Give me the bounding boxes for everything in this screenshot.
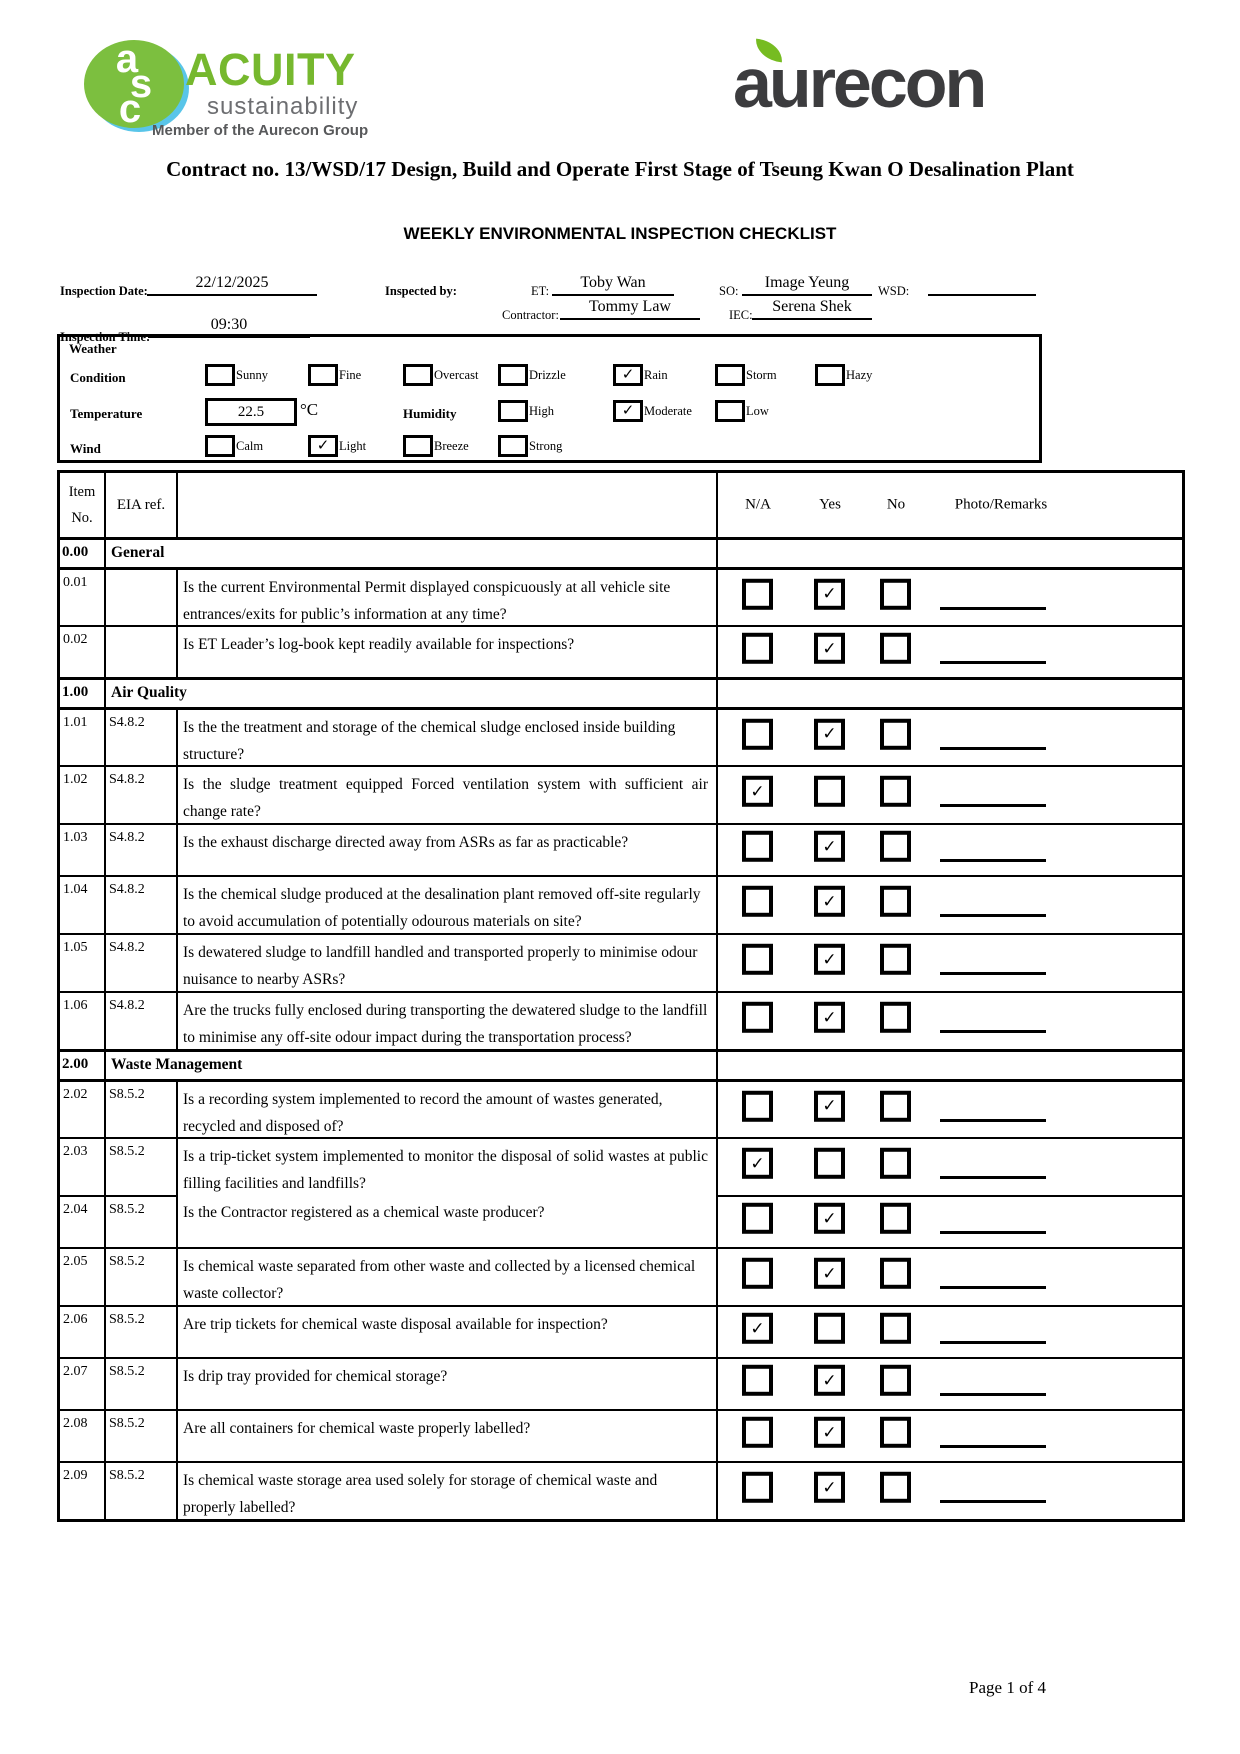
checklist-row-1.00 bbox=[60, 677, 1182, 707]
checklist-row-2.04 bbox=[60, 1195, 1182, 1247]
weather-checkbox-low[interactable] bbox=[715, 400, 745, 422]
checklist-row-2.09 bbox=[60, 1461, 1182, 1519]
temperature-value-box[interactable]: 22.5 bbox=[205, 398, 297, 426]
checkbox-na[interactable] bbox=[742, 944, 773, 975]
acuity-logo bbox=[78, 38, 418, 148]
row-answers bbox=[716, 1247, 1182, 1305]
checkbox-na[interactable] bbox=[742, 1258, 773, 1289]
row-item-no: 1.05 bbox=[60, 933, 104, 991]
weather-checkbox-high[interactable] bbox=[498, 400, 528, 422]
weather-option-label: Strong bbox=[529, 438, 563, 453]
weather-section-label: Weather bbox=[69, 341, 117, 356]
weather-option-overcast bbox=[403, 364, 478, 386]
weather-option-sunny bbox=[205, 364, 268, 386]
remarks-line[interactable] bbox=[940, 607, 1046, 610]
weather-condition-row bbox=[60, 364, 1039, 394]
checkbox-na[interactable] bbox=[742, 831, 773, 862]
row-item-no: 2.02 bbox=[60, 1079, 104, 1137]
weather-temperature-humidity-row bbox=[60, 400, 1039, 430]
acuity-monogram-letter: c bbox=[118, 86, 142, 131]
row-item-no: 2.00 bbox=[60, 1049, 104, 1079]
checkbox-no[interactable] bbox=[880, 1472, 911, 1503]
remarks-line[interactable] bbox=[940, 747, 1046, 750]
so-label: SO: bbox=[719, 284, 739, 298]
page-title: WEEKLY ENVIRONMENTAL INSPECTION CHECKLIST bbox=[403, 224, 837, 243]
checklist-row-1.03 bbox=[60, 823, 1182, 875]
acuity-subtitle: sustainability bbox=[207, 93, 359, 120]
weather-checkbox-rain[interactable]: ✓ bbox=[613, 364, 643, 386]
checkbox-na[interactable]: ✓ bbox=[742, 1148, 773, 1179]
row-question-text: Is the the treatment and storage of the chemical sludge enclosed inside building structure? bbox=[176, 707, 716, 765]
checkbox-yes[interactable]: ✓ bbox=[814, 1258, 845, 1289]
condition-label: Condition bbox=[70, 370, 126, 385]
weather-option-label: Low bbox=[746, 403, 769, 418]
row-answers bbox=[716, 765, 1182, 823]
checkbox-no[interactable] bbox=[880, 1365, 911, 1396]
inspection-date-field[interactable]: 22/12/2025 bbox=[147, 274, 317, 296]
checkbox-yes[interactable]: ✓ bbox=[814, 886, 845, 917]
row-question-text: Is the Contractor registered as a chemical waste producer? bbox=[176, 1195, 716, 1247]
checklist-row-0.00 bbox=[60, 537, 1182, 567]
row-item-no: 1.00 bbox=[60, 677, 104, 707]
row-question-text: Is a trip-ticket system implemented to monitor the disposal of solid wastes at public filling facilities and landfills? bbox=[176, 1137, 716, 1195]
weather-wind-row bbox=[60, 435, 1039, 465]
row-answers bbox=[716, 1195, 1182, 1247]
row-item-no: 2.09 bbox=[60, 1461, 104, 1519]
row-item-no: 1.02 bbox=[60, 765, 104, 823]
checklist-row-2.03 bbox=[60, 1137, 1182, 1195]
acuity-logo-mark-icon bbox=[84, 36, 184, 131]
aurecon-wordmark: aurecon bbox=[733, 44, 985, 122]
row-answers bbox=[716, 625, 1182, 677]
row-answers bbox=[716, 1461, 1182, 1519]
row-item-no: 2.06 bbox=[60, 1305, 104, 1357]
row-eia-ref: S4.8.2 bbox=[104, 765, 176, 823]
row-question-text: Are all containers for chemical waste properly labelled? bbox=[176, 1409, 716, 1461]
weather-option-label: Fine bbox=[339, 367, 362, 382]
section-title: General bbox=[104, 537, 716, 567]
checkbox-yes[interactable]: ✓ bbox=[814, 1365, 845, 1396]
wind-label: Wind bbox=[70, 441, 101, 456]
weather-option-label: Drizzle bbox=[529, 367, 566, 382]
inspected-by-label: Inspected by: bbox=[385, 284, 457, 298]
checkbox-na[interactable] bbox=[742, 578, 773, 609]
weather-option-high bbox=[498, 400, 554, 422]
row-eia-ref: S8.5.2 bbox=[104, 1357, 176, 1409]
checkbox-yes[interactable]: ✓ bbox=[814, 1417, 845, 1448]
weather-option-label: Storm bbox=[746, 367, 777, 382]
checkbox-yes[interactable]: ✓ bbox=[814, 944, 845, 975]
row-answers bbox=[716, 933, 1182, 991]
row-question-text: Is the exhaust discharge directed away from ASRs as far as practicable? bbox=[176, 823, 716, 875]
contractor-field[interactable]: Tommy Law bbox=[560, 298, 700, 320]
row-answers bbox=[716, 823, 1182, 875]
weather-option-label: Breeze bbox=[434, 438, 469, 453]
weather-option-fine bbox=[308, 364, 361, 386]
checkbox-yes[interactable]: ✓ bbox=[814, 831, 845, 862]
weather-checkbox-storm[interactable] bbox=[715, 364, 745, 386]
row-eia-ref bbox=[104, 625, 176, 677]
checkbox-no[interactable] bbox=[880, 578, 911, 609]
row-item-no: 1.03 bbox=[60, 823, 104, 875]
weather-checkbox-light[interactable]: ✓ bbox=[308, 435, 338, 457]
remarks-line[interactable] bbox=[940, 1119, 1046, 1122]
remarks-line[interactable] bbox=[940, 914, 1046, 917]
row-item-no: 1.06 bbox=[60, 991, 104, 1049]
checkbox-no[interactable] bbox=[880, 886, 911, 917]
checkbox-na[interactable] bbox=[742, 1365, 773, 1396]
checklist-header-row bbox=[60, 473, 1182, 537]
remarks-line[interactable] bbox=[940, 1341, 1046, 1344]
checklist-row-2.06 bbox=[60, 1305, 1182, 1357]
header-no: No bbox=[886, 496, 906, 513]
aurecon-logo bbox=[733, 40, 1053, 130]
row-eia-ref bbox=[104, 567, 176, 625]
row-item-no: 2.07 bbox=[60, 1357, 104, 1409]
humidity-label: Humidity bbox=[403, 406, 457, 421]
row-eia-ref: S8.5.2 bbox=[104, 1195, 176, 1247]
checklist-row-2.08 bbox=[60, 1409, 1182, 1461]
checkbox-no[interactable] bbox=[880, 1002, 911, 1033]
checkbox-na[interactable]: ✓ bbox=[742, 776, 773, 807]
checkbox-yes[interactable]: ✓ bbox=[814, 578, 845, 609]
row-eia-ref: S8.5.2 bbox=[104, 1079, 176, 1137]
et-field[interactable]: Toby Wan bbox=[552, 274, 674, 296]
checkbox-yes[interactable]: ✓ bbox=[814, 1002, 845, 1033]
contract-line: Contract no. 13/WSD/17 Design, Build and Operate First Stage of Tseung Kwan O Desalination Plant bbox=[166, 157, 1074, 181]
row-item-no: 0.00 bbox=[60, 537, 104, 567]
temperature-unit: °C bbox=[300, 400, 319, 419]
checklist-row-2.00 bbox=[60, 1049, 1182, 1079]
contractor-label: Contractor: bbox=[502, 308, 559, 322]
section-title: Air Quality bbox=[104, 677, 716, 707]
checkbox-yes[interactable] bbox=[814, 1313, 845, 1344]
checkbox-no[interactable] bbox=[880, 944, 911, 975]
weather-checkbox-sunny[interactable] bbox=[205, 364, 235, 386]
weather-option-label: Light bbox=[339, 438, 367, 453]
remarks-line[interactable] bbox=[940, 1286, 1046, 1289]
remarks-line[interactable] bbox=[940, 661, 1046, 664]
row-answers bbox=[716, 567, 1182, 625]
acuity-monogram-letter: a bbox=[115, 36, 139, 81]
weather-option-drizzle bbox=[498, 364, 566, 386]
remarks-line[interactable] bbox=[940, 1393, 1046, 1396]
section-answers-area bbox=[716, 1049, 1182, 1079]
row-eia-ref: S8.5.2 bbox=[104, 1137, 176, 1195]
section-answers-area bbox=[716, 677, 1182, 707]
row-item-no: 1.04 bbox=[60, 875, 104, 933]
row-item-no: 0.02 bbox=[60, 625, 104, 677]
weather-section bbox=[57, 334, 1042, 463]
weather-checkbox-strong[interactable] bbox=[498, 435, 528, 457]
row-eia-ref: S4.8.2 bbox=[104, 875, 176, 933]
checkbox-no[interactable] bbox=[880, 776, 911, 807]
weather-option-rain bbox=[613, 364, 668, 386]
row-answers bbox=[716, 1137, 1182, 1195]
row-question-text: Is chemical waste separated from other waste and collected by a licensed chemical waste collector? bbox=[176, 1247, 716, 1305]
checkbox-no[interactable] bbox=[880, 831, 911, 862]
weather-option-label: Hazy bbox=[846, 367, 873, 382]
et-label: ET: bbox=[531, 284, 550, 298]
checkbox-na[interactable] bbox=[742, 633, 773, 664]
row-eia-ref: S8.5.2 bbox=[104, 1305, 176, 1357]
iec-label: IEC: bbox=[729, 308, 753, 322]
checklist-row-1.01 bbox=[60, 707, 1182, 765]
header-photo-remarks: Photo/Remarks bbox=[954, 496, 1048, 513]
row-answers bbox=[716, 1305, 1182, 1357]
row-question-text: Is ET Leader’s log-book kept readily available for inspections? bbox=[176, 625, 716, 677]
checkbox-na[interactable] bbox=[742, 1002, 773, 1033]
checkbox-na[interactable] bbox=[742, 1417, 773, 1448]
row-answers bbox=[716, 707, 1182, 765]
row-eia-ref: S4.8.2 bbox=[104, 707, 176, 765]
weather-option-label: Moderate bbox=[644, 403, 692, 418]
weather-option-label: Calm bbox=[236, 438, 264, 453]
weather-checkbox-hazy[interactable] bbox=[815, 364, 845, 386]
remarks-line[interactable] bbox=[940, 859, 1046, 862]
row-question-text: Is dewatered sludge to landfill handled and transported properly to minimise odour nuisance to nearby ASRs? bbox=[176, 933, 716, 991]
checkbox-no[interactable] bbox=[880, 1148, 911, 1179]
acuity-monogram-letter: s bbox=[129, 61, 153, 106]
checklist-row-2.02 bbox=[60, 1079, 1182, 1137]
header-eia-ref: EIA ref. bbox=[104, 473, 176, 537]
iec-field[interactable]: Serena Shek bbox=[752, 298, 872, 320]
remarks-line[interactable] bbox=[940, 1500, 1046, 1503]
checkbox-yes[interactable] bbox=[814, 776, 845, 807]
checkbox-yes[interactable] bbox=[814, 1148, 845, 1179]
checkbox-na[interactable] bbox=[742, 1090, 773, 1121]
weather-option-strong bbox=[498, 435, 562, 457]
row-item-no: 0.01 bbox=[60, 567, 104, 625]
header-description bbox=[176, 473, 716, 537]
inspection-info bbox=[0, 270, 1240, 342]
checklist-row-2.05 bbox=[60, 1247, 1182, 1305]
checkbox-yes[interactable]: ✓ bbox=[814, 633, 845, 664]
row-question-text: Is the sludge treatment equipped Forced ventilation system with sufficient air change rate? bbox=[176, 765, 716, 823]
row-answers bbox=[716, 1357, 1182, 1409]
row-question-text: Is chemical waste storage area used solely for storage of chemical waste and properly labelled? bbox=[176, 1461, 716, 1519]
section-title: Waste Management bbox=[104, 1049, 716, 1079]
row-eia-ref: S4.8.2 bbox=[104, 991, 176, 1049]
checkbox-na[interactable] bbox=[742, 886, 773, 917]
row-answers bbox=[716, 1409, 1182, 1461]
checkbox-yes[interactable]: ✓ bbox=[814, 1203, 845, 1234]
checklist-row-0.01 bbox=[60, 567, 1182, 625]
weather-checkbox-drizzle[interactable] bbox=[498, 364, 528, 386]
checkbox-no[interactable] bbox=[880, 1090, 911, 1121]
row-item-no: 2.04 bbox=[60, 1195, 104, 1247]
checkbox-no[interactable] bbox=[880, 718, 911, 749]
checkbox-no[interactable] bbox=[880, 1258, 911, 1289]
checkbox-no[interactable] bbox=[880, 633, 911, 664]
row-answers bbox=[716, 1079, 1182, 1137]
header-na: N/A bbox=[745, 496, 771, 513]
checklist-row-1.02 bbox=[60, 765, 1182, 823]
weather-option-low bbox=[715, 400, 769, 422]
weather-checkbox-fine[interactable] bbox=[308, 364, 338, 386]
weather-option-hazy bbox=[815, 364, 872, 386]
row-question-text: Is the current Environmental Permit displayed conspicuously at all vehicle site entrances/exits for public’s information at any time? bbox=[176, 567, 716, 625]
remarks-line[interactable] bbox=[940, 1176, 1046, 1179]
row-eia-ref: S8.5.2 bbox=[104, 1461, 176, 1519]
header-answers bbox=[716, 473, 1182, 537]
row-question-text: Are the trucks fully enclosed during transporting the dewatered sludge to the landfill to minimise any off-site odour impact during the transportation process? bbox=[176, 991, 716, 1049]
checkbox-na[interactable] bbox=[742, 718, 773, 749]
checkbox-yes[interactable]: ✓ bbox=[814, 1090, 845, 1121]
acuity-wordmark: ACUITY bbox=[185, 44, 356, 95]
weather-checkbox-overcast[interactable] bbox=[403, 364, 433, 386]
weather-option-light bbox=[308, 435, 366, 457]
row-question-text: Are trip tickets for chemical waste disposal available for inspection? bbox=[176, 1305, 716, 1357]
row-item-no: 2.08 bbox=[60, 1409, 104, 1461]
checkbox-no[interactable] bbox=[880, 1203, 911, 1234]
checklist-row-0.02 bbox=[60, 625, 1182, 677]
checkbox-na[interactable] bbox=[742, 1472, 773, 1503]
row-answers bbox=[716, 991, 1182, 1049]
remarks-line[interactable] bbox=[940, 1231, 1046, 1234]
checkbox-na[interactable] bbox=[742, 1203, 773, 1234]
checklist-table bbox=[57, 470, 1185, 1522]
temperature-label: Temperature bbox=[70, 406, 143, 421]
inspection-time-field[interactable]: 09:30 bbox=[148, 316, 310, 338]
weather-option-storm bbox=[715, 364, 777, 386]
weather-option-label: Sunny bbox=[236, 367, 268, 382]
row-item-no: 2.05 bbox=[60, 1247, 104, 1305]
weather-option-moderate bbox=[613, 400, 692, 422]
weather-checkbox-calm[interactable] bbox=[205, 435, 235, 457]
checkbox-yes[interactable]: ✓ bbox=[814, 718, 845, 749]
row-item-no: 2.03 bbox=[60, 1137, 104, 1195]
checklist-row-2.07 bbox=[60, 1357, 1182, 1409]
checkbox-na[interactable]: ✓ bbox=[742, 1313, 773, 1344]
row-eia-ref: S4.8.2 bbox=[104, 933, 176, 991]
row-eia-ref: S8.5.2 bbox=[104, 1247, 176, 1305]
wsd-label: WSD: bbox=[878, 284, 910, 298]
header-yes: Yes bbox=[819, 496, 841, 513]
page-number: Page 1 of 4 bbox=[969, 1678, 1046, 1697]
row-question-text: Is a recording system implemented to record the amount of wastes generated, recycled and disposed of? bbox=[176, 1079, 716, 1137]
checklist-row-1.05 bbox=[60, 933, 1182, 991]
row-question-text: Is the chemical sludge produced at the desalination plant removed off-site regularly to avoid accumulation of potentially odourous materials on site? bbox=[176, 875, 716, 933]
weather-option-label: Overcast bbox=[434, 367, 479, 382]
checkbox-yes[interactable]: ✓ bbox=[814, 1472, 845, 1503]
weather-option-breeze bbox=[403, 435, 469, 457]
so-field[interactable]: Image Yeung bbox=[742, 274, 872, 296]
acuity-tagline: Member of the Aurecon Group bbox=[152, 122, 369, 139]
remarks-line[interactable] bbox=[940, 972, 1046, 975]
weather-checkbox-breeze[interactable] bbox=[403, 435, 433, 457]
checklist-row-1.06 bbox=[60, 991, 1182, 1049]
weather-checkbox-moderate[interactable]: ✓ bbox=[613, 400, 643, 422]
inspection-time-label: Inspection Time: bbox=[60, 330, 151, 344]
remarks-line[interactable] bbox=[940, 804, 1046, 807]
row-answers bbox=[716, 875, 1182, 933]
inspection-date-label: Inspection Date: bbox=[60, 284, 148, 298]
checkbox-no[interactable] bbox=[880, 1313, 911, 1344]
row-item-no: 1.01 bbox=[60, 707, 104, 765]
section-answers-area bbox=[716, 537, 1182, 567]
row-eia-ref: S8.5.2 bbox=[104, 1409, 176, 1461]
remarks-line[interactable] bbox=[940, 1030, 1046, 1033]
row-eia-ref: S4.8.2 bbox=[104, 823, 176, 875]
weather-option-label: Rain bbox=[644, 367, 668, 382]
weather-option-calm bbox=[205, 435, 263, 457]
weather-option-label: High bbox=[529, 403, 554, 418]
header-item-no: Item No. bbox=[68, 484, 96, 526]
row-question-text: Is drip tray provided for chemical storage? bbox=[176, 1357, 716, 1409]
checklist-row-1.04 bbox=[60, 875, 1182, 933]
wsd-field[interactable] bbox=[928, 274, 1036, 296]
checkbox-no[interactable] bbox=[880, 1417, 911, 1448]
remarks-line[interactable] bbox=[940, 1445, 1046, 1448]
